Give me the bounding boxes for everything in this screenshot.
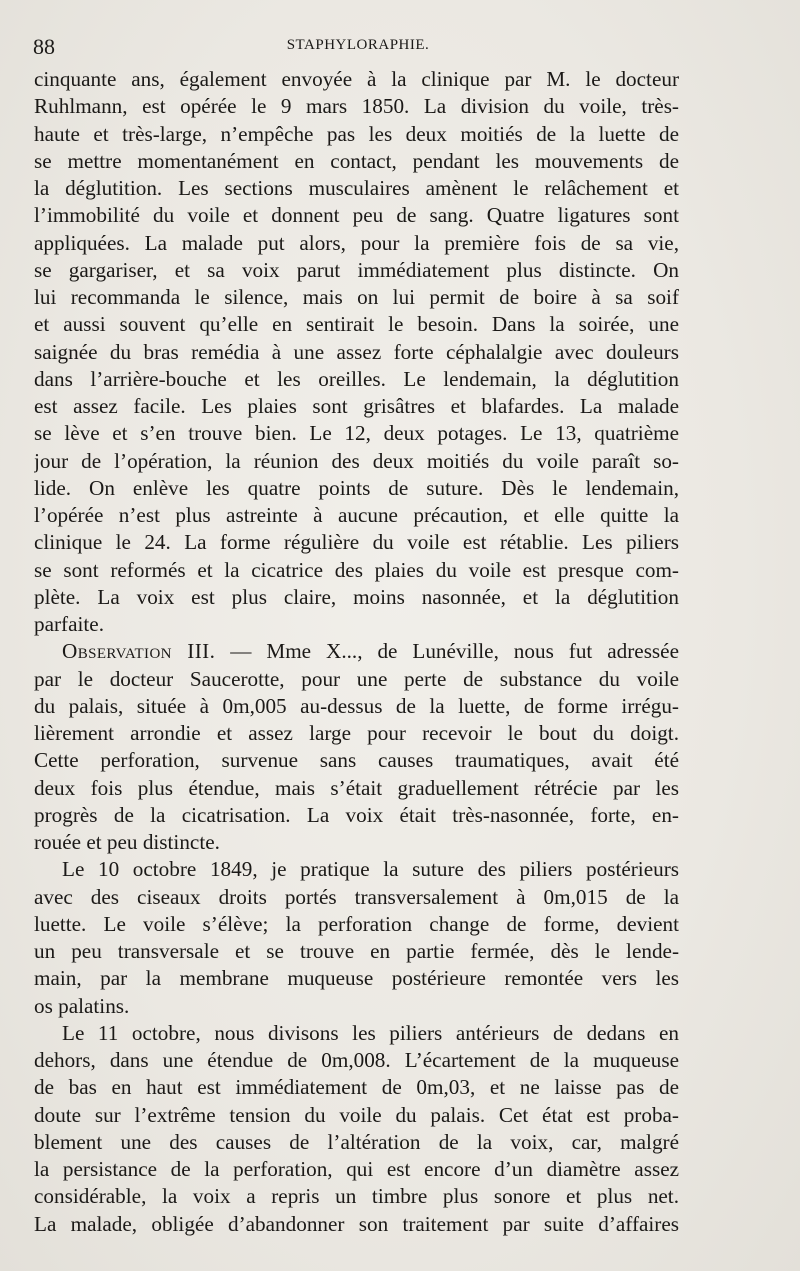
text-line: jour de l’opération, la réunion des deux moitiés du voile paraît so- [34,448,679,473]
text-line: l’immobilité du voile et donnent peu de sang. Quatre ligatures sont [34,203,679,228]
text-line: appliquées. La malade put alors, pour la première fois de sa vie, [34,230,679,255]
text-line: l’opérée n’est plus astreinte à aucune précaution, et elle quitte la [34,503,679,527]
paragraph-continuation [34,66,679,638]
text-line: saignée du bras remédia à une assez forte céphalalgie avec douleurs [34,339,679,364]
body-text [34,66,679,1238]
text-line: la persistance de la perforation, qui est encore d’un diamètre assez [34,1157,679,1181]
text-line: doute sur l’extrême tension du voile du palais. Cet état est proba- [34,1102,679,1127]
text-line: Cette perforation, survenue sans causes traumatiques, avait été [34,748,679,773]
paragraph [34,1020,679,1238]
text-line: par le docteur Saucerotte, pour une perte de substance du voile [34,666,679,691]
text-line: se gargariser, et sa voix parut immédiatement plus distincte. On [34,257,679,282]
text-line: est assez facile. Les plaies sont grisâtres et blafardes. La malade [34,394,679,418]
text-line [34,638,679,665]
paragraph [34,856,679,1020]
text-line: main, par la membrane muqueuse postérieure remontée vers les [34,966,679,991]
text-line: Ruhlmann, est opérée le 9 mars 1850. La division du voile, très- [34,94,679,119]
text-line: parfaite. [34,612,104,636]
text-line: cinquante ans, également envoyée à la clinique par M. le docteur [34,67,679,91]
text-line: deux fois plus étendue, mais s’était graduellement rétrécie par les [34,775,679,800]
text-line: Le 10 octobre 1849, je pratique la suture des piliers postérieurs [62,857,679,882]
text-line: considérable, la voix a repris un timbre plus sonore et plus net. [34,1184,679,1209]
text-line: os palatins. [34,993,130,1018]
page-number: 88 [33,34,55,59]
text-line: blement une des causes de l’altération de la voix, car, malgré [34,1129,679,1154]
text-line: se lève et s’en trouve bien. Le 12, deux potages. Le 13, quatrième [34,421,679,446]
text-line: clinique le 24. La forme régulière du voile est rétablie. Les piliers [34,530,679,555]
text-line: haute et très-large, n’empêche pas les deux moitiés de la luette de [34,121,679,146]
running-title: STAPHYLORAPHIE. [286,37,430,53]
text-line: plète. La voix est plus claire, moins nasonnée, et la déglutition [34,584,679,609]
text-line: et aussi souvent qu’elle en sentirait le besoin. Dans la soirée, une [34,312,679,337]
text-line: luette. Le voile s’élève; la perforation change de forme, devient [34,911,679,936]
text-line: se mettre momentanément en contact, pendant les mouvements de [34,148,679,173]
text-line: lui recommanda le silence, mais on lui permit de boire à sa soif [34,285,679,309]
text-line: dans l’arrière-bouche et les oreilles. Le lendemain, la déglutition [34,366,679,391]
text-line: lide. On enlève les quatre points de suture. Dès le lendemain, [34,475,679,500]
text-line: rouée et peu distincte. [34,830,220,854]
text-line: lièrement arrondie et assez large pour recevoir le bout du doigt. [34,721,679,745]
text-line: dehors, dans une étendue de 0m,008. L’écartement de la muqueuse [34,1048,679,1072]
text-line: un peu transversale et se trouve en partie fermée, dès le lende- [34,939,679,963]
text-line: avec des ciseaux droits portés transversalement à 0m,015 de la [34,884,679,909]
text-line: du palais, située à 0m,005 au-dessus de la luette, de forme irrégu- [34,693,679,718]
text-line-rest: — Mme X..., de Lunéville, nous fut adressée [215,639,679,664]
text-line: la déglutition. Les sections musculaires amènent le relâchement et [34,176,679,200]
text-line: de bas en haut est immédiatement de 0m,03, et ne laisse pas de [34,1075,679,1100]
paragraph-observation-iii [34,638,679,856]
observation-heading: Observation III. [62,639,216,664]
text-line: La malade, obligée d’abandonner son traitement par suite d’affaires [34,1211,679,1236]
page-header [33,34,683,60]
text-line: Le 11 octobre, nous divisons les piliers antérieurs de dedans en [62,1020,679,1045]
text-line: progrès de la cicatrisation. La voix était très-nasonnée, forte, en- [34,802,679,827]
text-line: se sont reformés et la cicatrice des plaies du voile est presque com- [34,557,679,582]
